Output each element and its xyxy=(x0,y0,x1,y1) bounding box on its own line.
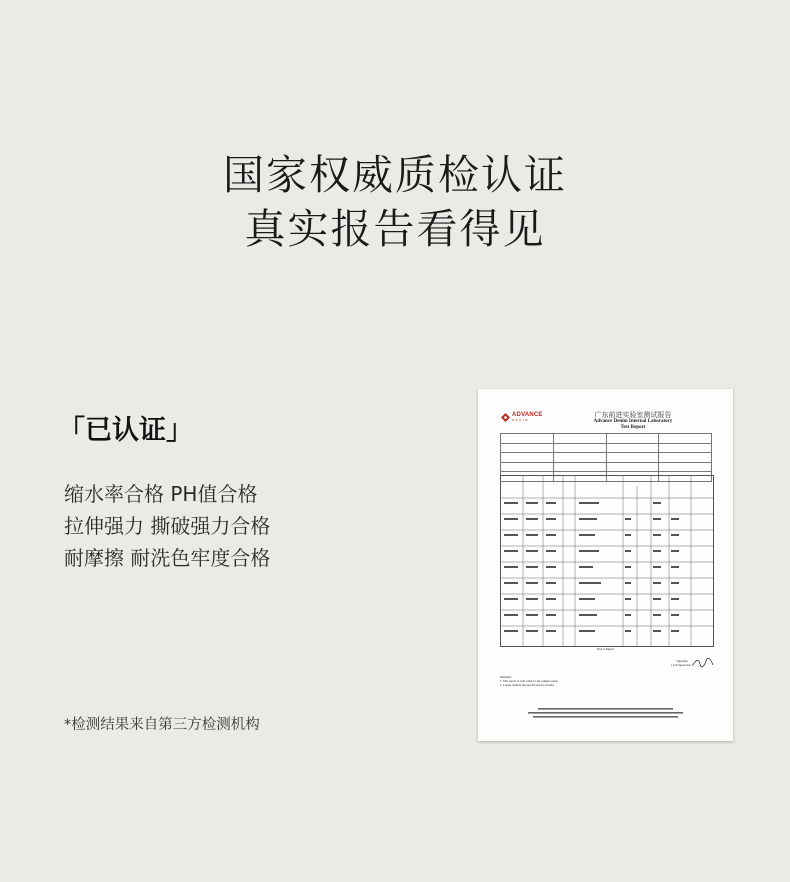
handwritten-signature xyxy=(691,657,715,669)
report-remarks-label: Remarks : xyxy=(500,675,513,679)
results-grid xyxy=(500,475,714,647)
report-logo-text: ADVANCE xyxy=(512,412,543,418)
report-logo-sub: DENIM xyxy=(512,418,530,422)
report-subtitle-en: Test Report xyxy=(620,425,646,430)
report-logo xyxy=(501,412,543,422)
report-header xyxy=(558,411,708,431)
logo-mark-icon xyxy=(501,413,510,422)
page-title-line-1: 国家权威质检认证 xyxy=(223,151,567,199)
feature-item: 耐摩擦 耐洗色牢度合格 xyxy=(64,546,271,570)
footnote: *检测结果来自第三方检测机构 xyxy=(64,717,260,733)
report-footer-lines xyxy=(518,707,693,719)
report-remarks xyxy=(500,675,558,687)
report-signature-role: ( Lab Supervisor ) xyxy=(671,663,693,667)
report-signature-block xyxy=(671,659,693,667)
report-results-table xyxy=(500,475,712,652)
report-title-cn: 广东前进实验室测试报告 xyxy=(594,411,672,419)
feature-list xyxy=(64,478,270,574)
certified-badge: 「已认证」 xyxy=(58,415,193,446)
test-report-image xyxy=(478,389,733,741)
report-signature-label: Signature xyxy=(676,659,688,663)
report-remark: 1. This report is only valid for the sample tested. xyxy=(500,679,559,683)
report-remark: 2. Copies without the special seal are invalid. xyxy=(500,683,555,687)
report-title-en: Advance Denim Internal Laboratory xyxy=(593,419,673,424)
feature-item: 缩水率合格 PH值合格 xyxy=(64,482,258,506)
report-end-note: End of Report xyxy=(597,647,614,651)
page-title-line-2: 真实报告看得见 xyxy=(244,205,546,253)
report-footer xyxy=(518,707,693,721)
feature-item: 拉伸强力 撕破强力合格 xyxy=(64,514,271,538)
